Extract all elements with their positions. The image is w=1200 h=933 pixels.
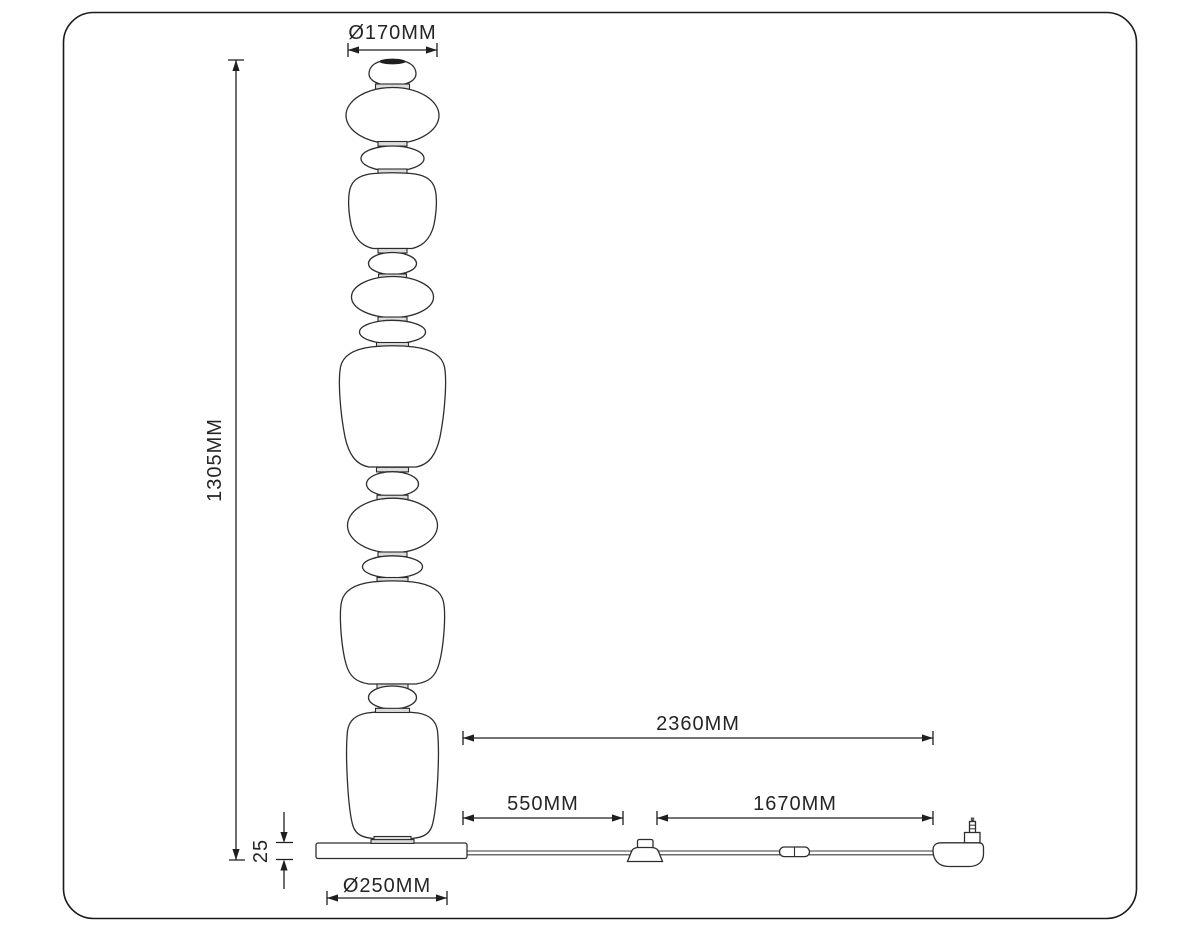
lamp-pebble-1 <box>361 146 424 171</box>
inline-switch <box>628 840 663 862</box>
dim-label-base-to-switch: 550MM <box>507 793 579 815</box>
base-plate <box>316 843 467 859</box>
lamp-shade-vase-3 <box>340 581 444 684</box>
lamp-shade-bottom-vase <box>347 711 439 838</box>
dim-label-base-diameter: Ø250MM <box>342 875 432 897</box>
lamp-shade-vase-1 <box>349 173 437 249</box>
lamp-pebble-3 <box>360 320 426 343</box>
plug-pin <box>970 822 976 834</box>
lamp-pebble-6 <box>369 686 417 709</box>
dim-label-base-thickness: 25 <box>250 838 272 864</box>
connector-ring <box>376 708 410 712</box>
lamp-shade-oval-1 <box>346 88 439 144</box>
dim-top-diameter <box>348 22 437 57</box>
lamp-shade-oval-2 <box>352 277 434 318</box>
cord-connector <box>780 847 810 857</box>
dim-label-top-diameter: Ø170MM <box>348 22 437 44</box>
dim-base-to-switch <box>463 793 623 825</box>
dim-cord-total <box>463 713 933 745</box>
lamp-pebble-5 <box>363 556 423 578</box>
dim-switch-to-plug <box>657 793 933 825</box>
lamp-body <box>316 59 467 859</box>
lamp-pebble-4 <box>367 472 419 497</box>
lamp-shade-vase-2 <box>339 346 445 467</box>
dim-base-diameter <box>327 875 447 905</box>
foot-flange <box>371 840 414 844</box>
power-plug <box>933 818 984 867</box>
dim-label-total-height: 1305MM <box>204 418 226 502</box>
top-cap <box>380 59 406 65</box>
power-cord-assembly <box>467 818 984 867</box>
plug-body <box>933 843 984 867</box>
lamp-pebble-2 <box>369 253 417 275</box>
dim-total-height <box>204 60 245 860</box>
dim-base-thickness <box>250 812 293 889</box>
dim-label-switch-to-plug: 1670MM <box>753 793 837 815</box>
lamp-shade-oval-3 <box>348 498 438 553</box>
dim-label-cord-total: 2360MM <box>656 713 740 735</box>
plug-pin-housing <box>965 833 981 844</box>
